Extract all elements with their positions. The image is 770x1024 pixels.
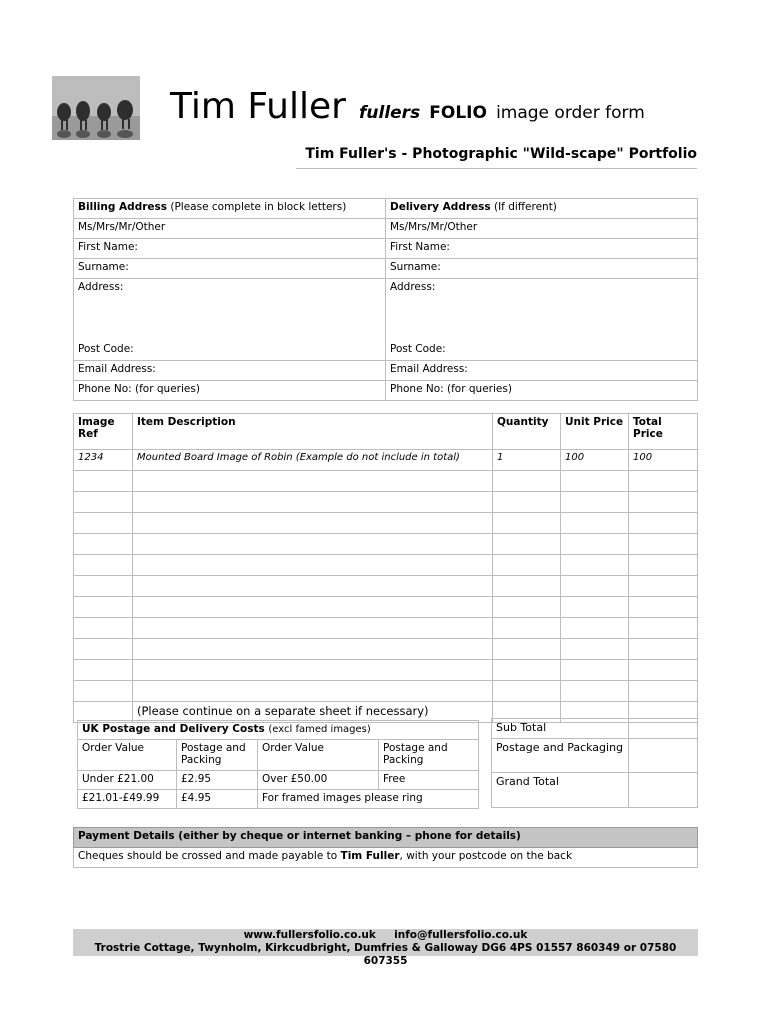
item-cell[interactable] <box>74 513 133 534</box>
item-cell[interactable] <box>493 555 561 576</box>
item-cell[interactable] <box>74 576 133 597</box>
example-quantity: 1 <box>493 450 561 471</box>
grand-total-value[interactable] <box>629 773 698 808</box>
billing-address-field[interactable]: Address: <box>74 279 386 342</box>
item-cell[interactable] <box>74 492 133 513</box>
item-cell[interactable] <box>493 681 561 702</box>
item-cell[interactable] <box>133 639 493 660</box>
postage-cell: Free <box>379 771 479 790</box>
item-cell[interactable] <box>133 471 493 492</box>
delivery-email-field[interactable]: Email Address: <box>386 361 698 381</box>
item-cell[interactable] <box>629 681 698 702</box>
footer-web-email: www.fullersfolio.co.uk info@fullersfolio.co.uk <box>243 929 528 941</box>
item-cell[interactable] <box>493 576 561 597</box>
item-cell[interactable] <box>561 534 629 555</box>
item-cell[interactable] <box>133 555 493 576</box>
payment-heading: Payment Details (either by cheque or internet banking – phone for details) <box>74 828 698 848</box>
postage-title: UK Postage and Delivery Costs <box>82 723 265 735</box>
billing-title-field[interactable]: Ms/Mrs/Mr/Other <box>74 219 386 239</box>
subtitle-rule <box>296 168 697 169</box>
item-cell[interactable] <box>561 492 629 513</box>
header-unit-price: Unit Price <box>561 414 629 450</box>
item-row <box>74 534 698 555</box>
item-cell[interactable] <box>561 513 629 534</box>
item-cell[interactable] <box>133 660 493 681</box>
billing-phone-field[interactable]: Phone No: (for queries) <box>74 381 386 401</box>
title-fullers: fullers <box>359 103 421 123</box>
postage-packaging-value[interactable] <box>629 739 698 773</box>
item-cell[interactable] <box>74 618 133 639</box>
delivery-note: (If different) <box>493 201 557 213</box>
postage-cell: Under £21.00 <box>78 771 177 790</box>
sub-total-label: Sub Total <box>492 719 629 739</box>
payment-text <box>74 848 698 868</box>
item-cell[interactable] <box>561 639 629 660</box>
delivery-surname-field[interactable]: Surname: <box>386 259 698 279</box>
item-cell[interactable] <box>493 618 561 639</box>
postage-header-order-value-2: Order Value <box>258 740 379 771</box>
item-row <box>74 576 698 597</box>
item-cell[interactable] <box>133 597 493 618</box>
billing-heading: Billing Address <box>78 201 168 213</box>
delivery-heading: Delivery Address <box>390 201 491 213</box>
postage-cell: £2.95 <box>177 771 258 790</box>
postage-header-order-value-1: Order Value <box>78 740 177 771</box>
items-header-row <box>74 414 698 450</box>
item-cell[interactable] <box>629 639 698 660</box>
item-cell[interactable] <box>561 471 629 492</box>
payment-text-before: Cheques should be crossed and made payable to <box>78 850 341 862</box>
title-folio: FOLIO <box>429 103 487 123</box>
postage-header-packing-2: Postage and Packing <box>379 740 479 771</box>
item-cell[interactable] <box>629 492 698 513</box>
payment-payee: Tim Fuller <box>340 850 400 862</box>
example-unit-price: 100 <box>561 450 629 471</box>
delivery-title-field[interactable]: Ms/Mrs/Mr/Other <box>386 219 698 239</box>
item-cell[interactable] <box>561 597 629 618</box>
item-row <box>74 639 698 660</box>
item-cell[interactable] <box>561 576 629 597</box>
postage-cell: For framed images please ring <box>258 790 479 809</box>
payment-table <box>73 827 698 868</box>
billing-heading-cell <box>74 199 386 219</box>
form-title <box>170 86 645 127</box>
postage-row <box>78 790 479 809</box>
item-row <box>74 471 698 492</box>
birds-photo-icon <box>52 76 140 140</box>
billing-email-field[interactable]: Email Address: <box>74 361 386 381</box>
item-cell[interactable] <box>133 492 493 513</box>
item-cell[interactable] <box>493 597 561 618</box>
billing-postcode-field[interactable]: Post Code: <box>74 341 386 361</box>
item-cell[interactable] <box>561 555 629 576</box>
example-row <box>74 450 698 471</box>
item-cell[interactable] <box>629 471 698 492</box>
item-cell[interactable] <box>133 534 493 555</box>
delivery-first-name-field[interactable]: First Name: <box>386 239 698 259</box>
item-cell[interactable] <box>493 534 561 555</box>
item-cell[interactable] <box>74 555 133 576</box>
logo-photo <box>52 76 140 140</box>
postage-header-row <box>78 740 479 771</box>
item-cell[interactable] <box>629 534 698 555</box>
item-cell[interactable] <box>493 639 561 660</box>
item-row <box>74 555 698 576</box>
header-image-ref: Image Ref <box>74 414 133 450</box>
grand-total-label: Grand Total <box>492 773 629 808</box>
postage-table <box>77 720 479 809</box>
item-cell[interactable] <box>74 681 133 702</box>
item-cell[interactable] <box>629 555 698 576</box>
example-total-price: 100 <box>629 450 698 471</box>
footer <box>73 929 698 967</box>
delivery-phone-field[interactable]: Phone No: (for queries) <box>386 381 698 401</box>
item-row <box>74 597 698 618</box>
postage-title-cell <box>78 721 479 740</box>
header-quantity: Quantity <box>493 414 561 450</box>
item-cell[interactable] <box>133 618 493 639</box>
header-total-price: Total Price <box>629 414 698 450</box>
footer-address: Trostrie Cottage, Twynholm, Kirkcudbright, Dumfries & Galloway DG6 4PS 01557 860349 or 07580 607355 <box>94 942 677 967</box>
postage-header-packing-1: Postage and Packing <box>177 740 258 771</box>
item-cell[interactable] <box>629 618 698 639</box>
subtitle: Tim Fuller's - Photographic "Wild-scape" Portfolio <box>305 146 697 162</box>
example-image-ref: 1234 <box>74 450 133 471</box>
item-row <box>74 492 698 513</box>
example-description: Mounted Board Image of Robin (Example do not include in total) <box>133 450 493 471</box>
postage-packaging-label: Postage and Packaging <box>492 739 629 773</box>
item-cell[interactable] <box>74 471 133 492</box>
item-row <box>74 618 698 639</box>
delivery-address-field[interactable]: Address: <box>386 279 698 342</box>
title-rest: image order form <box>496 103 645 123</box>
postage-cell: £21.01-£49.99 <box>78 790 177 809</box>
item-row <box>74 681 698 702</box>
item-cell[interactable] <box>629 660 698 681</box>
item-cell[interactable] <box>493 471 561 492</box>
payment-text-after: , with your postcode on the back <box>399 850 573 862</box>
item-cell[interactable] <box>74 597 133 618</box>
delivery-postcode-field[interactable]: Post Code: <box>386 341 698 361</box>
item-cell[interactable] <box>133 513 493 534</box>
billing-first-name-field[interactable]: First Name: <box>74 239 386 259</box>
postage-cell: £4.95 <box>177 790 258 809</box>
item-cell[interactable] <box>493 660 561 681</box>
item-cell[interactable] <box>74 639 133 660</box>
item-cell[interactable] <box>133 576 493 597</box>
item-cell[interactable] <box>561 618 629 639</box>
totals-table <box>491 718 698 808</box>
continue-note: (Please continue on a separate sheet if necessary) <box>133 702 493 723</box>
items-table <box>73 413 698 723</box>
item-cell[interactable] <box>561 681 629 702</box>
item-cell[interactable] <box>493 513 561 534</box>
item-cell[interactable] <box>629 576 698 597</box>
item-cell[interactable] <box>561 660 629 681</box>
item-cell[interactable] <box>629 597 698 618</box>
item-cell[interactable] <box>74 660 133 681</box>
sub-total-value[interactable] <box>629 719 698 739</box>
delivery-heading-cell <box>386 199 698 219</box>
item-row <box>74 660 698 681</box>
item-cell[interactable] <box>74 534 133 555</box>
title-name: Tim Fuller <box>170 86 346 127</box>
item-cell[interactable] <box>493 492 561 513</box>
billing-surname-field[interactable]: Surname: <box>74 259 386 279</box>
item-cell[interactable] <box>629 513 698 534</box>
postage-title-note: (excl famed images) <box>268 724 371 735</box>
postage-cell: Over £50.00 <box>258 771 379 790</box>
item-cell[interactable] <box>133 681 493 702</box>
postage-row <box>78 771 479 790</box>
billing-note: (Please complete in block letters) <box>170 201 347 213</box>
address-table <box>73 198 698 401</box>
header-item-description: Item Description <box>133 414 493 450</box>
item-row <box>74 513 698 534</box>
